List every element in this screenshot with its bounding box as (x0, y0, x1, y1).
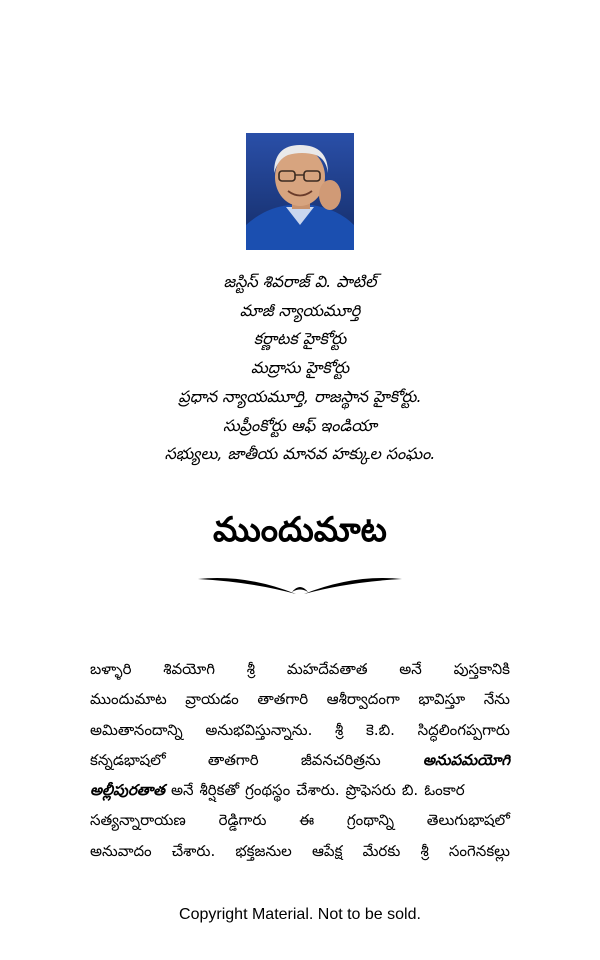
word: మేరకు (362, 841, 401, 860)
word: సిద్ధలింగప్పగారు (417, 720, 510, 739)
word: బళ్ళారి (90, 660, 132, 678)
credential-former-judge: మాజీ న్యాయమూర్తి (239, 300, 361, 320)
word: ఆశీర్వాదంగా (326, 690, 400, 709)
word: అనే (399, 660, 422, 678)
word: గ్రంథస్థం (245, 781, 291, 800)
word: తెలుగుభాషలో (426, 811, 510, 830)
body-line-4 (90, 745, 510, 775)
body-line-7 (90, 836, 510, 866)
word: ప్రొఫెసరు (345, 781, 396, 800)
word: వ్రాయడం (185, 690, 239, 709)
word: చేశారు. (171, 841, 216, 860)
foreword-body (90, 654, 510, 866)
body-line-2 (90, 684, 510, 714)
body-line-3 (90, 715, 510, 745)
word: చేశారు. (296, 781, 340, 800)
credential-nhrc-member: సభ్యులు, జాతీయ మానవ హక్కుల సంఘం. (164, 444, 436, 464)
word: శ్రీ (420, 841, 429, 860)
word: అనుభవిస్తున్నాను. (205, 720, 313, 739)
word: పుస్తకానికి (453, 660, 510, 678)
word: భక్తజనుల (235, 841, 292, 860)
word: తాతగారి (207, 750, 259, 769)
credential-name: జస్టిస్ శివరాజ్ వి. పాటిల్ (223, 272, 377, 291)
word: అనే (170, 781, 194, 800)
word: బి. (401, 781, 419, 800)
word: మహదేవతాత (286, 660, 368, 678)
word: అమితానందాన్ని (90, 720, 183, 739)
book-title-part-2: అల్లీపురతాత (90, 781, 165, 800)
credential-madras-high-court: మద్రాసు హైకోర్టు (250, 358, 350, 378)
credential-supreme-court: సుప్రీంకోర్టు ఆఫ్ ఇండియా (222, 415, 377, 435)
book-title-part-1: అనుపమయోగి (422, 750, 510, 769)
copyright-notice: Copyright Material. Not to be sold. (179, 906, 421, 923)
word: శ్రీ (335, 720, 344, 739)
word: ఆపేక్ష (311, 841, 343, 860)
word: ఈ (299, 811, 315, 830)
word: తాతగారి (257, 690, 309, 709)
word: శివయోగి (163, 660, 216, 678)
word: భావిస్తూ (418, 690, 466, 709)
word: కన్నడభాషలో (90, 750, 166, 769)
word: కె.బి. (366, 720, 395, 739)
word: అనువాదం (90, 841, 152, 860)
word: శ్రీ (246, 660, 256, 678)
author-credentials (100, 268, 500, 469)
credential-karnataka-high-court: కర్ణాటక హైకోర్టు (253, 329, 347, 349)
word: సత్యన్నారాయణ (90, 811, 186, 830)
page-heading: ముందుమాట (213, 510, 387, 550)
word: రెడ్డిగారు (218, 811, 267, 830)
author-portrait (246, 133, 354, 250)
body-line-1 (90, 654, 510, 684)
word: ముందుమాట (90, 690, 167, 709)
word: జీవనచరిత్రను (300, 750, 381, 769)
word: సంగెనకల్లు (448, 841, 510, 860)
word: నేను (483, 690, 510, 709)
word: ఓంకార (424, 781, 465, 800)
body-line-6 (90, 805, 510, 835)
body-line-5 (90, 775, 510, 805)
ornament-divider (196, 574, 404, 598)
word: గ్రంథాన్ని (346, 811, 395, 830)
credential-chief-justice-rajasthan: ప్రధాన న్యాయమూర్తి, రాజస్థాన హైకోర్టు. (178, 386, 422, 406)
word: శీర్షికతో (199, 781, 240, 800)
